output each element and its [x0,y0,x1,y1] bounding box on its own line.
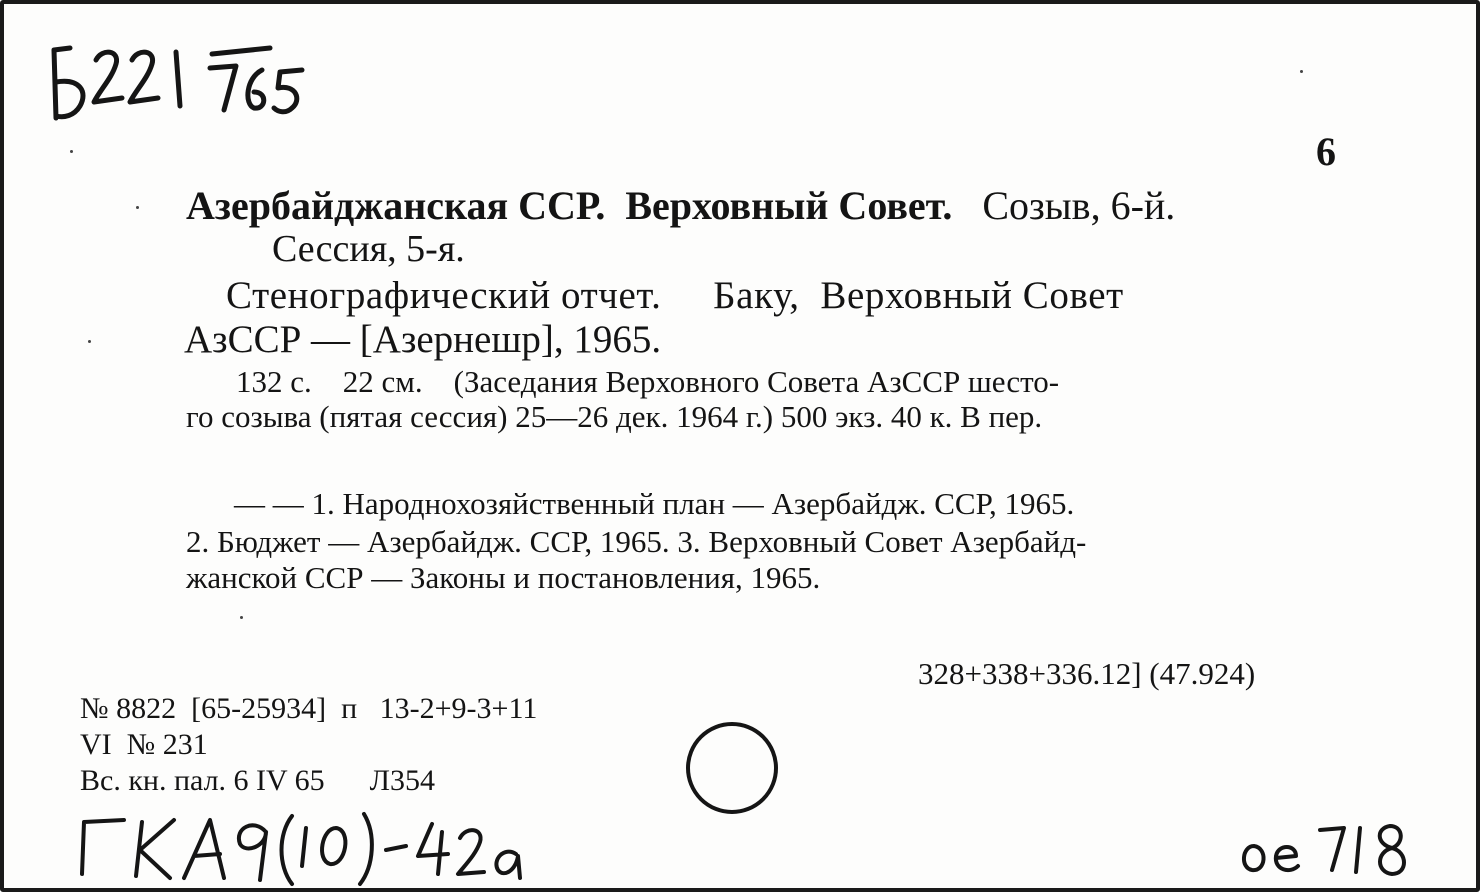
card-number: 6 [1316,129,1336,174]
circle-mark-icon [684,718,780,818]
scan-speck [70,150,73,153]
collation-line-2: го созыва (пятая сессия) 25—26 дек. 1964 г.) 500 экз. 40 к. В пер. [186,399,1043,434]
imprint-line-2: АзССР — [Азернешр], 1965. [184,318,662,361]
collation-line-1: 132 с. 22 см. (Заседания Верховного Совета АзССР шесто- [236,364,1060,399]
handwritten-shelf-mark [40,34,320,134]
handwritten-note-bottom-right [1236,816,1416,882]
press-info-line-2: VI № 231 [80,728,208,761]
scan-speck [1300,70,1303,73]
classification-number: 328+338+336.12] (47.924) [918,656,1256,691]
handwritten-note-bottom-left [70,804,550,888]
heading-bold-2: Верховный Совет. [625,183,953,228]
heading-bold-1: Азербайджанская ССР. [186,183,606,228]
heading-rest: Созыв, 6-й. [982,183,1176,228]
press-info-line-3: Вс. кн. пал. 6 IV 65 Л354 [80,764,436,797]
subject-line-1: — — 1. Народнохозяйственный план — Азербайдж. ССР, 1965. [234,486,1075,521]
scan-speck [88,340,91,343]
heading-line [186,183,1176,228]
scan-speck [240,616,243,619]
imprint-line-1: Стенографический отчет. Баку, Верховный Совет [226,274,1124,317]
subject-line-3: жанской ССР — Законы и постановления, 1965. [186,560,821,595]
subject-line-2: 2. Бюджет — Азербайдж. ССР, 1965. 3. Верховный Совет Азербайд- [186,524,1087,559]
scan-speck [136,206,139,209]
heading-continuation: Сессия, 5-я. [272,228,465,270]
press-info-line-1: № 8822 [65-25934] п 13-2+9-3+11 [80,692,538,725]
